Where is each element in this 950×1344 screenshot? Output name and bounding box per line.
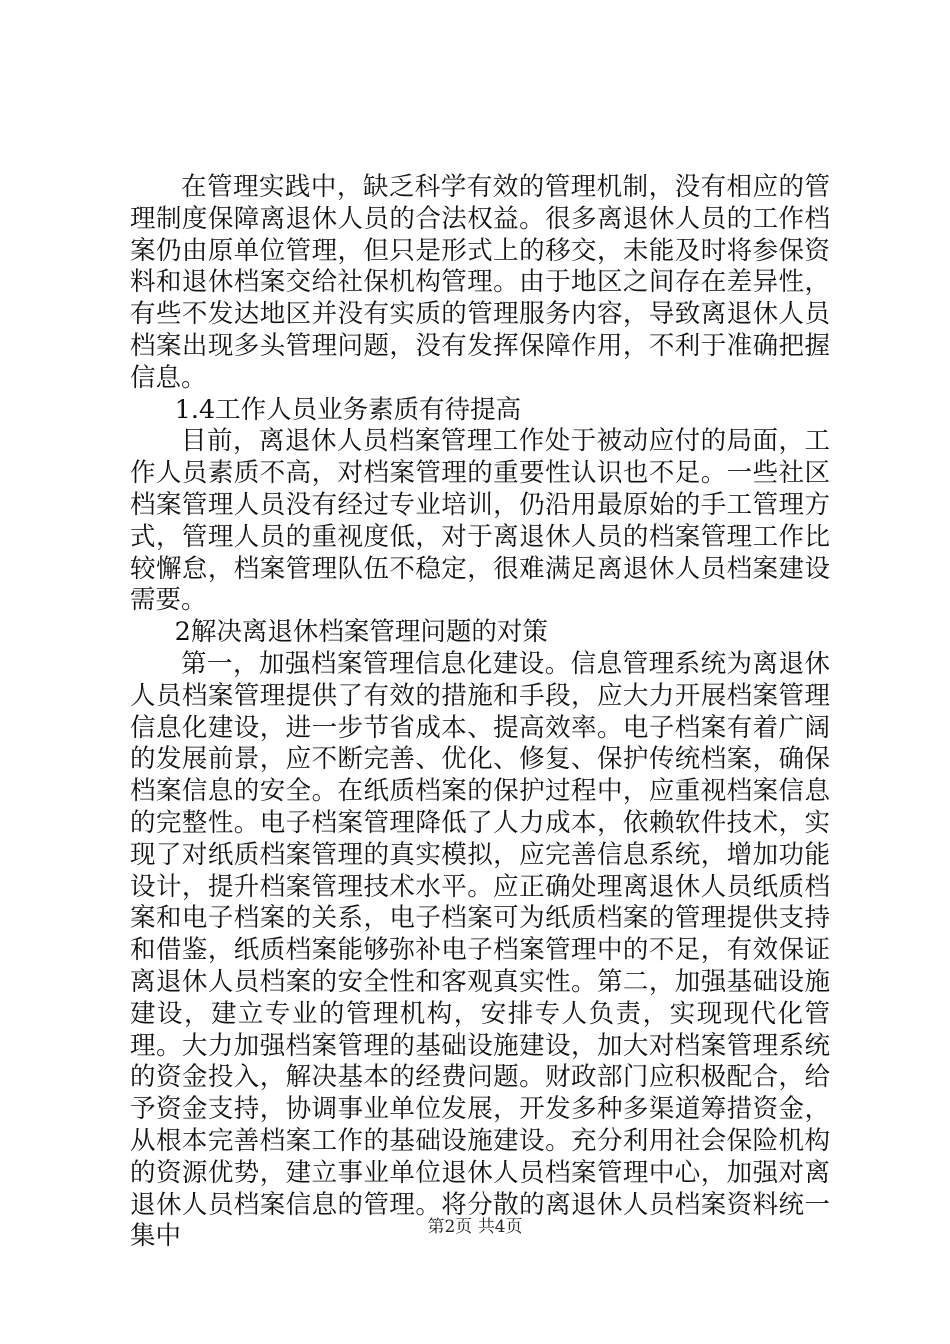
section-heading-2: 2解决离退休档案管理问题的对策 bbox=[174, 617, 548, 648]
paragraph-current-situation: 目前，离退休人员档案管理工作处于被动应付的局面，工作人员素质不高，对档案管理的重要性认识也不足。一些社区档案管理人员没有经过专业培训，仍沿用最原始的手工管理方式，管理人员的重视度低，对于离退休人员的档案管理工作比较懈怠，档案管理队伍不稳定，很难满足离退休人员档案建设需要。 bbox=[130, 426, 830, 616]
page-number-footer: 第2页 共4页 bbox=[427, 1217, 523, 1237]
paragraph-management-practice: 在管理实践中，缺乏科学有效的管理机制，没有相应的管理制度保障离退休人员的合法权益。很多离退休人员的工作档案仍由原单位管理，但只是形式上的移交，未能及时将参保资料和退休档案交给社保机构管理。由于地区之间存在差异性，有些不发达地区并没有实质的管理服务内容，导致离退休人员档案出现多头管理问题，没有发挥保障作用，不利于准确把握信息。 bbox=[130, 172, 830, 393]
section-heading-1-4: 1.4工作人员业务素质有待提高 bbox=[174, 394, 522, 425]
paragraph-countermeasures: 第一，加强档案管理信息化建设。信息管理系统为离退休人员档案管理提供了有效的措施和手段，应大力开展档案管理信息化建设，进一步节省成本、提高效率。电子档案有着广阔的发展前景，应不断完善、优化、修复、保护传统档案，确保档案信息的安全。在纸质档案的保护过程中，应重视档案信息的完整性。电子档案管理降低了人力成本，依赖软件技术，实现了对纸质档案管理的真实模拟，应完善信息系统，增加功能设计，提升档案管理技术水平。应正确处理离退休人员纸质档案和电子档案的关系，电子档案可为纸质档案的管理提供支持和借鉴，纸质档案能够弥补电子档案管理中的不足，有效保证离退休人员档案的安全性和客观真实性。第二，加强基础设施建设，建立专业的管理机构，安排专人负责，实现现代化管理。大力加强档案管理的基础设施建设，加大对档案管理系统的资金投入，解决基本的经费问题。财政部门应积极配合，给予资金支持，协调事业单位发展，开发多种多渠道筹措资金，从根本完善档案工作的基础设施建设。充分利用社会保险机构的资源优势，建立事业单位退休人员档案管理中心，加强对离退休人员档案信息的管理。将分散的离退休人员档案资料统一集中 bbox=[130, 648, 830, 1252]
document-body bbox=[130, 172, 830, 1253]
